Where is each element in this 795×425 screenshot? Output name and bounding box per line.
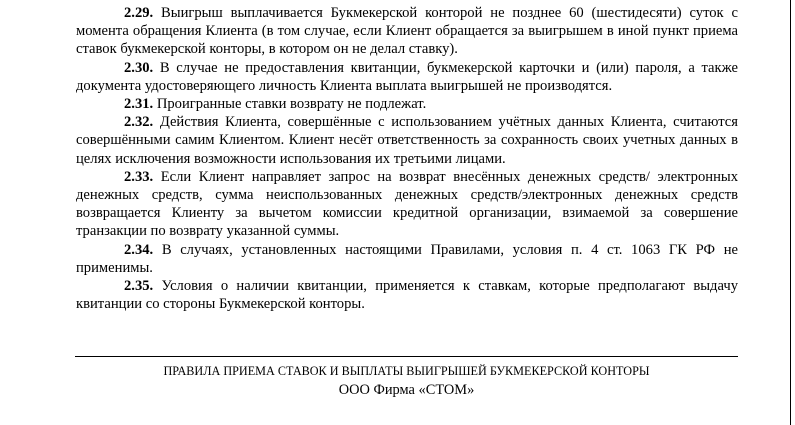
paragraph-text: Проигранные ставки возврату не подлежат. <box>156 96 427 113</box>
paragraph-number: 2.32. <box>124 114 154 131</box>
paragraph-number: 2.34. <box>124 241 154 258</box>
paragraph-number: 2.31. <box>124 96 154 113</box>
paragraph-number: 2.30. <box>124 59 154 76</box>
paragraph-2-31 <box>76 95 738 113</box>
paragraph-2-30 <box>76 59 738 95</box>
paragraph-number: 2.35. <box>124 278 154 295</box>
paragraph-2-32 <box>76 113 738 168</box>
paragraph-2-35 <box>76 277 738 313</box>
paragraph-text: Выигрыш выплачивается Букмекерской конторой не позднее 60 (шестидесяти) суток с момента обращения Клиента (в том случае, если Клиент обращается за выигрышем в иной пункт приема ставок букмекерской конторы, в котором он не делал ставку). <box>76 5 738 58</box>
paragraph-text: Действия Клиента, совершённые с использованием учётных данных Клиента, считаются совершёнными самим Клиентом. Клиент несёт ответственность за сохранность своих учетных данных в целях исключения возможности использования их третьими лицами. <box>76 114 738 167</box>
paragraph-2-33 <box>76 168 738 241</box>
footer-title: ПРАВИЛА ПРИЕМА СТАВОК И ВЫПЛАТЫ ВЫИГРЫШЕЙ БУКМЕКЕРСКОЙ КОНТОРЫ <box>163 364 650 378</box>
paragraph-number: 2.33. <box>124 168 154 185</box>
footer-divider <box>75 356 738 357</box>
document-body <box>76 4 738 313</box>
paragraph-2-29 <box>76 4 738 59</box>
paragraph-number: 2.29. <box>124 5 154 21</box>
paragraph-2-34 <box>76 241 738 277</box>
page-edge-line <box>790 0 791 425</box>
paragraph-text: Если Клиент направляет запрос на возврат внесённых денежных средств/ электронных денежных средств, сумма неиспользованных денежных средств/электронных денежных средств возвращается Клиенту за вычетом комиссии кредитной организации, взимаемой за совершение транзакции по возврату указанной суммы. <box>76 168 738 240</box>
footer-company: ООО Фирма «СТОМ» <box>338 382 475 398</box>
paragraph-text: В случаях, установленных настоящими Правилами, условия п. 4 ст. 1063 ГК РФ не применимы. <box>76 241 738 276</box>
paragraph-text: Условия о наличии квитанции, применяется к ставкам, которые предполагают выдачу квитанции со стороны Букмекерской конторы. <box>76 278 738 313</box>
paragraph-text: В случае не предоставления квитанции, букмекерской карточки и (или) пароля, а также документа удостоверяющего личность Клиента выплата выигрышей не производятся. <box>76 59 738 94</box>
